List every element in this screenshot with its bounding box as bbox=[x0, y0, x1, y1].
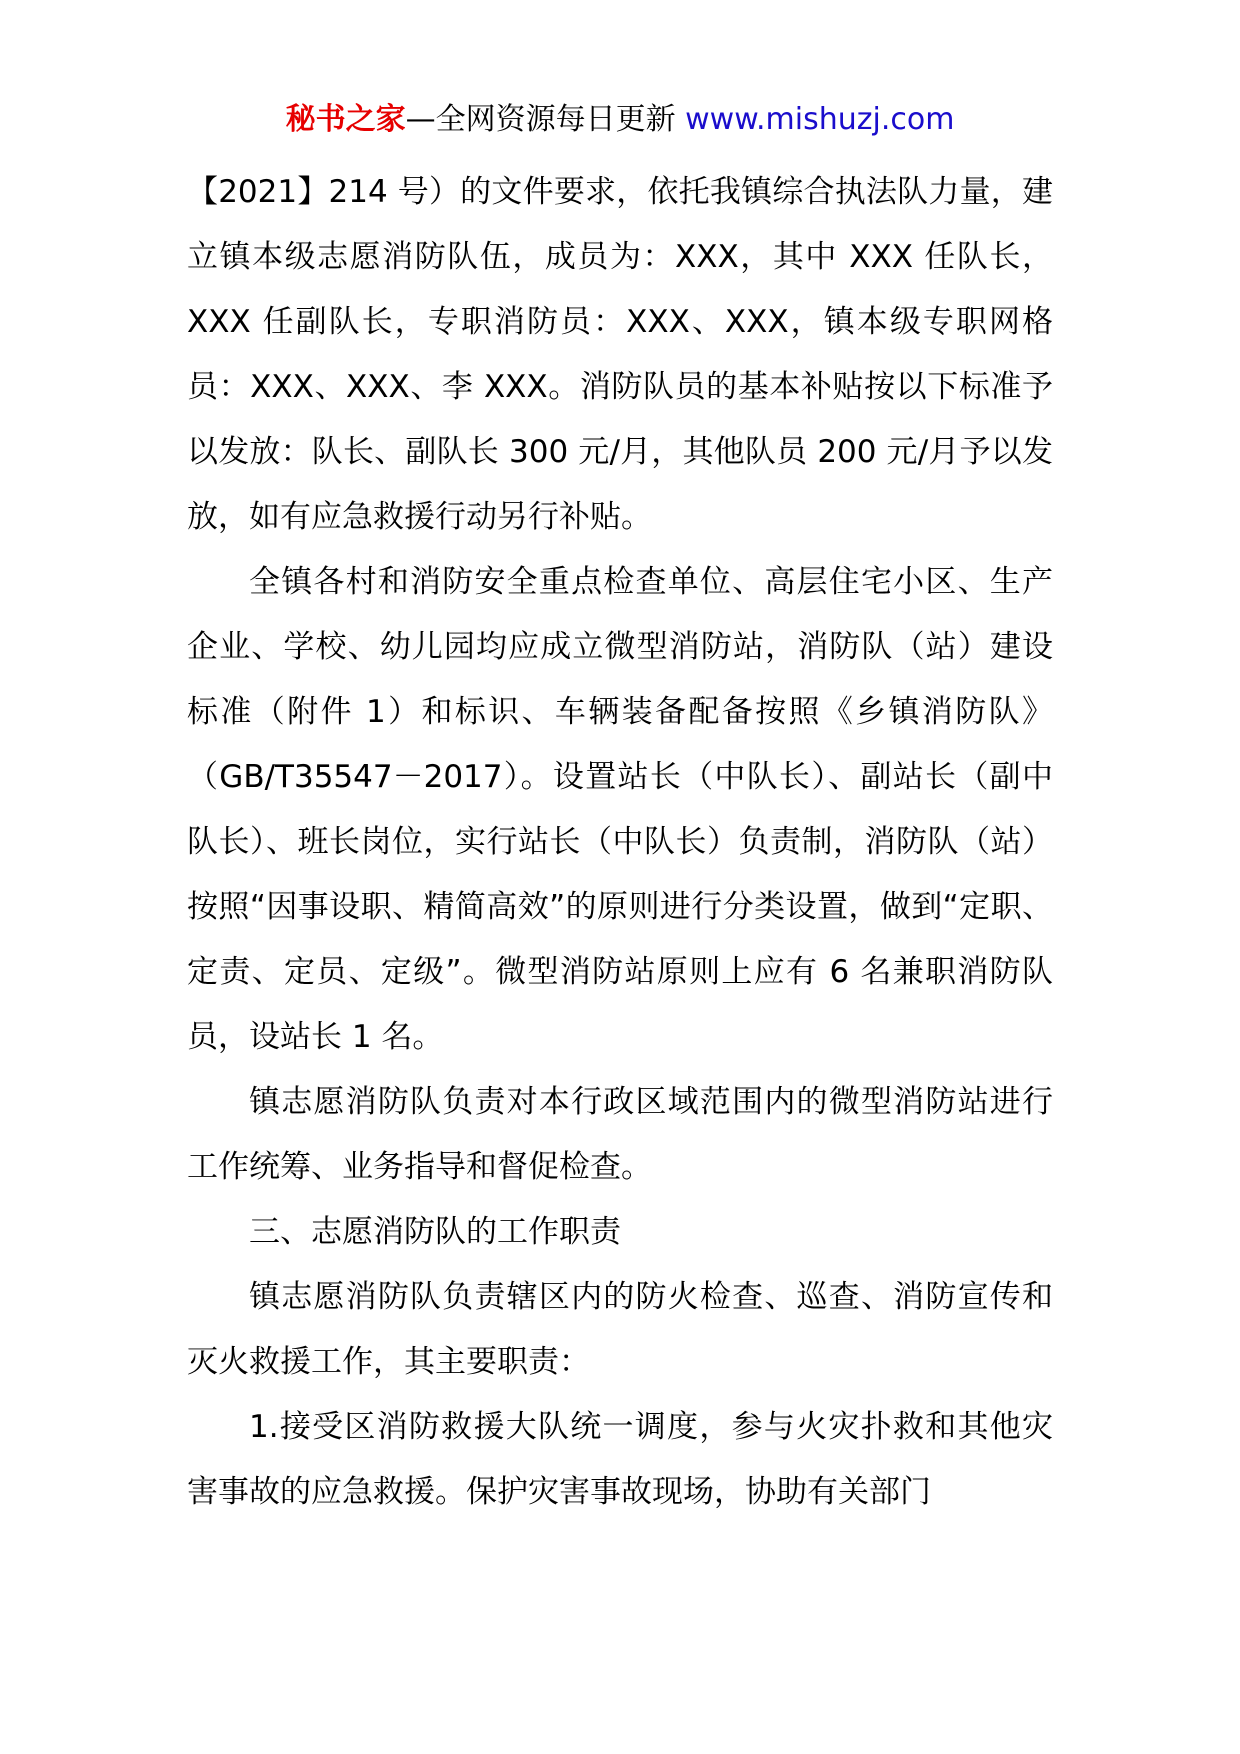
paragraph-duties-intro: 镇志愿消防队负责辖区内的防火检查、巡查、消防宣传和灭火救援工作，其主要职责： bbox=[187, 1279, 1053, 1380]
paragraph-coordination: 镇志愿消防队负责对本行政区域范围内的微型消防站进行工作统筹、业务指导和督促检查。 bbox=[187, 1084, 1053, 1185]
paragraph-duty-1: 1.接受区消防救援大队统一调度，参与火灾扑救和其他灾害事故的应急救援。保护灾害事故现场，协助有关部门 bbox=[187, 1409, 1053, 1510]
paragraph-continuation: 【2021】214 号）的文件要求，依托我镇综合执法队力量，建立镇本级志愿消防队伍，成员为：XXX，其中 XXX 任队长，XXX 任副队长，专职消防员：XXX、XXX，镇本级专职网格员：XXX、XXX、李 XXX。消防队员的基本补贴按以下标准予以发放：队长、副队长 300 元/月，其他队员 200 元/月予以发放，如有应急救援行动另行补贴。 bbox=[187, 174, 1053, 535]
page-header bbox=[0, 100, 1240, 140]
brand-name: 秘书之家 bbox=[285, 102, 406, 137]
document-body bbox=[187, 160, 1053, 1525]
section-heading-duties: 三、志愿消防队的工作职责 bbox=[249, 1214, 621, 1250]
website-link[interactable]: www.mishuzj.com bbox=[685, 102, 955, 137]
paragraph-micro-fire-station: 全镇各村和消防安全重点检查单位、高层住宅小区、生产企业、学校、幼儿园均应成立微型消防站，消防队（站）建设标准（附件 1）和标识、车辆装备配备按照《乡镇消防队》（GB/T35547－2017）。设置站长（中队长）、副站长（副中队长）、班长岗位，实行站长（中队长）负责制，消防队（站）按照“因事设职、精简高效”的原则进行分类设置，做到“定职、定责、定员、定级”。微型消防站原则上应有 6 名兼职消防队员，设站长 1 名。 bbox=[187, 564, 1053, 1055]
header-tagline: —全网资源每日更新 bbox=[405, 102, 686, 137]
